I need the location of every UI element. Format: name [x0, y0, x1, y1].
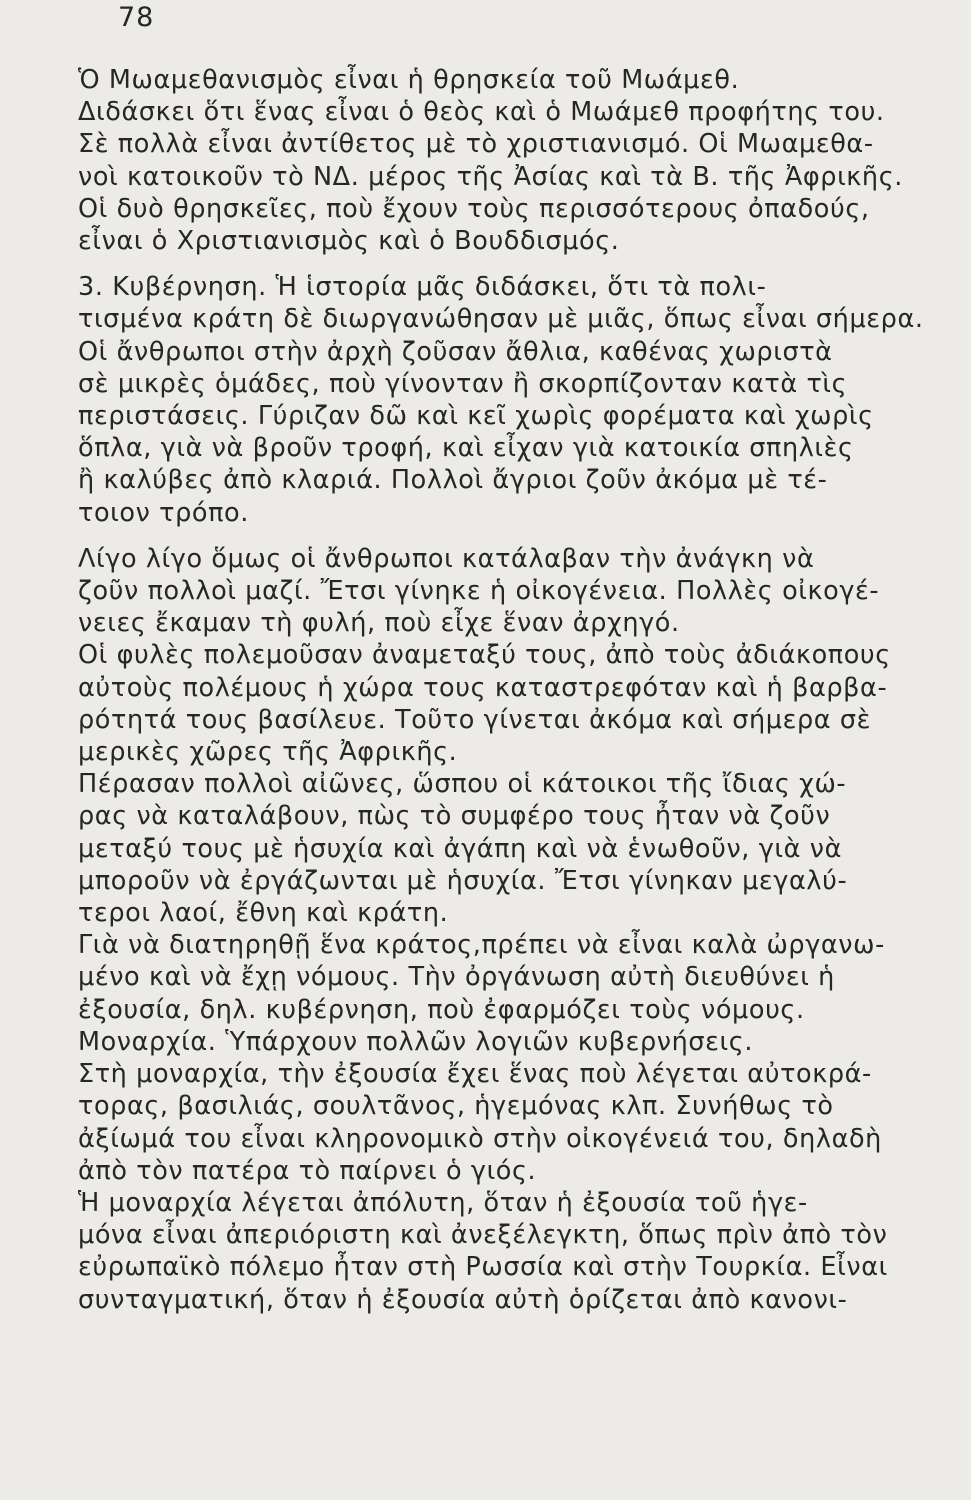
text-line: ὅπλα, γιὰ νὰ βροῦν τροφή, καὶ εἶχαν γιὰ κατοικία σπηλιὲς	[78, 433, 854, 464]
text-line: νειες ἔκαμαν τὴ φυλή, ποὺ εἶχε ἕναν ἀρχηγό.	[78, 608, 680, 639]
page-number: 78	[118, 2, 155, 33]
text-line: ἀπὸ τὸν πατέρα τὸ παίρνει ὁ γιός.	[78, 1155, 537, 1186]
text-line: τεροι λαοί, ἔθνη καὶ κράτη.	[78, 898, 449, 929]
paragraph-gap	[78, 257, 941, 271]
text-line: Λίγο λίγο ὅμως οἱ ἄνθρωποι κατάλαβαν τὴν ἀνάγκη νὰ	[78, 543, 815, 574]
text-line: ἀξίωμά του εἶναι κληρονομικὸ στὴν οἰκογένειά του, δηλαδὴ	[78, 1123, 882, 1154]
text-line: νοὶ κατοικοῦν τὸ ΝΔ. μέρος τῆς Ἀσίας καὶ τὰ Β. τῆς Ἀφρικῆς.	[78, 161, 903, 192]
text-line: αὐτοὺς πολέμους ἡ χώρα τους καταστρεφόταν καὶ ἡ βαρβα-	[78, 672, 888, 703]
text-line: ρότητά τους βασίλευε. Τοῦτο γίνεται ἀκόμα καὶ σήμερα σὲ	[78, 704, 872, 735]
text-line: σὲ μικρὲς ὁμάδες, ποὺ γίνονταν ἢ σκορπίζονταν κατὰ τὶς	[78, 368, 848, 399]
text-line: τορας, βασιλιάς, σουλτᾶνος, ἡγεμόνας κλπ. Συνήθως τὸ	[78, 1091, 834, 1122]
text-line: ἐξουσία, δηλ. κυβέρνηση, ποὺ ἐφαρμόζει τοὺς νόμους.	[78, 994, 805, 1025]
monarchy-heading-line: Μοναρχία. Ὑπάρχουν πολλῶν λογιῶν κυβερνήσεις.	[78, 1026, 754, 1057]
text-line: περιστάσεις. Γύριζαν δῶ καὶ κεῖ χωρὶς φορέματα καὶ χωρὶς	[78, 401, 874, 432]
text-line: Ὁ Μωαμεθανισμὸς εἶναι ἡ θρησκεία τοῦ Μωάμεθ.	[78, 65, 740, 95]
text-line: Οἱ ἄνθρωποι στὴν ἀρχὴ ζοῦσαν ἄθλια, καθένας χωριστὰ	[78, 336, 833, 367]
text-line: μόνα εἶναι ἀπεριόριστη καὶ ἀνεξέλεγκτη, ὅπως πρὶν ἀπὸ τὸν	[78, 1220, 888, 1251]
text-line: ρας νὰ καταλάβουν, πὼς τὸ συμφέρο τους ἦταν νὰ ζοῦν	[78, 801, 831, 832]
text-line: ἢ καλύβες ἀπὸ κλαριά. Πολλοὶ ἄγριοι ζοῦν ἀκόμα μὲ τέ-	[78, 465, 828, 496]
text-line: εὐρωπαϊκὸ πόλεμο ἦταν στὴ Ρωσσία καὶ στὴν Τουρκία. Εἶναι	[78, 1252, 888, 1283]
text-line: τοιον τρόπο.	[78, 497, 249, 528]
text-line: τισμένα κράτη δὲ διωργανώθησαν μὲ μιᾶς, ὅπως εἶναι σήμερα.	[78, 304, 924, 335]
text-line: Σὲ πολλὰ εἶναι ἀντίθετος μὲ τὸ χριστιανισμό. Οἱ Μωαμεθα-	[78, 129, 874, 160]
text-line: εἶναι ὁ Χριστιανισμὸς καὶ ὁ Βουδδισμός.	[78, 226, 620, 257]
text-body	[78, 64, 941, 1316]
paragraph-gap	[78, 529, 941, 543]
text-line: Πέρασαν πολλοὶ αἰῶνες, ὥσπου οἱ κάτοικοι τῆς ἴδιας χώ-	[78, 769, 847, 800]
text-line: Διδάσκει ὅτι ἕνας εἶναι ὁ θεὸς καὶ ὁ Μωάμεθ προφήτης του.	[78, 97, 885, 128]
section-heading-line: 3. Κυβέρνηση. Ἡ ἱστορία μᾶς διδάσκει, ὅτι τὰ πολι-	[78, 272, 767, 303]
text-line: Οἱ φυλὲς πολεμοῦσαν ἀναμεταξύ τους, ἀπὸ τοὺς ἀδιάκοπους	[78, 640, 891, 671]
text-line: Γιὰ νὰ διατηρηθῇ ἕνα κράτος,πρέπει νὰ εἶναι καλὰ ὠργανω-	[78, 930, 885, 961]
text-line: μεταξύ τους μὲ ἡσυχία καὶ ἀγάπη καὶ νὰ ἑνωθοῦν, γιὰ νὰ	[78, 833, 843, 864]
text-line: Ἡ μοναρχία λέγεται ἀπόλυτη, ὅταν ἡ ἐξουσία τοῦ ἡγε-	[78, 1187, 808, 1218]
text-line: μένο καὶ νὰ ἔχῃ νόμους. Τὴν ὀργάνωση αὐτὴ διευθύνει ἡ	[78, 962, 835, 993]
text-line: Οἱ δυὸ θρησκεῖες, ποὺ ἔχουν τοὺς περισσότερους ὀπαδούς,	[78, 193, 870, 224]
text-line: μερικὲς χῶρες τῆς Ἀφρικῆς.	[78, 737, 458, 768]
text-line: συνταγματική, ὅταν ἡ ἐξουσία αὐτὴ ὁρίζεται ἀπὸ κανονι-	[78, 1284, 848, 1315]
text-line: Στὴ μοναρχία, τὴν ἐξουσία ἔχει ἕνας ποὺ λέγεται αὐτοκρά-	[78, 1059, 872, 1090]
text-line: ζοῦν πολλοὶ μαζί. Ἔτσι γίνηκε ἡ οἰκογένεια. Πολλὲς οἰκογέ-	[78, 576, 880, 607]
text-line: μποροῦν νὰ ἐργάζωνται μὲ ἡσυχία. Ἔτσι γίνηκαν μεγαλύ-	[78, 865, 848, 896]
